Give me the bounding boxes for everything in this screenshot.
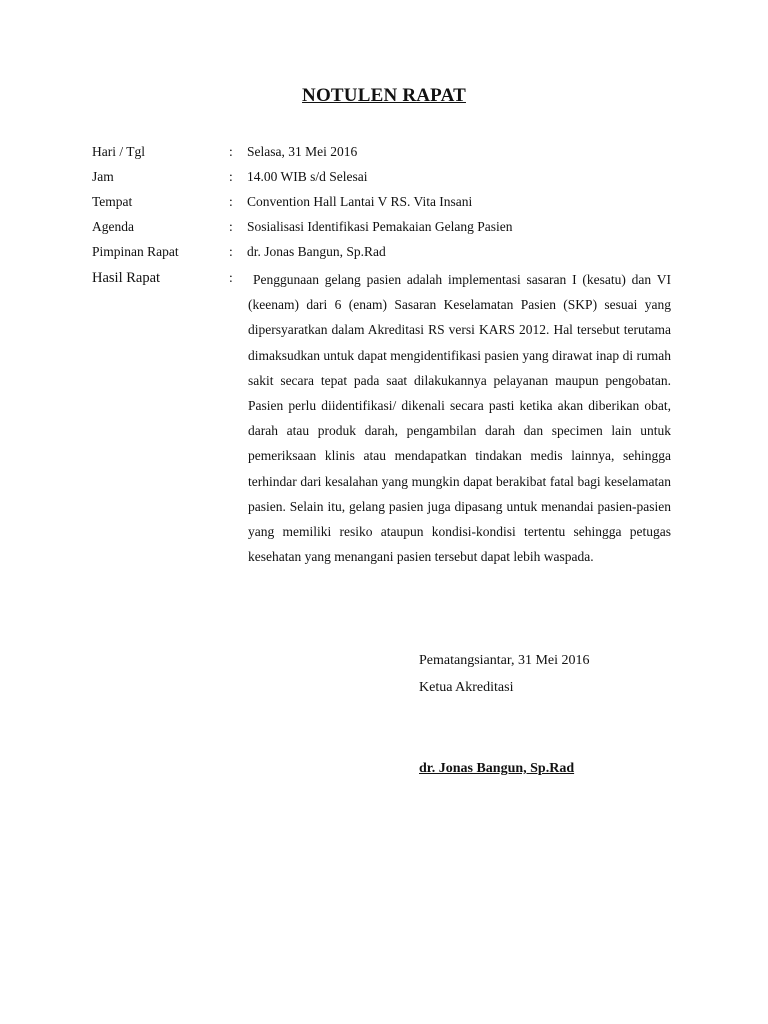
signature-role: Ketua Akreditasi (419, 680, 514, 695)
field-label: Jam (92, 169, 114, 184)
field-value: 14.00 WIB s/d Selesai (247, 169, 368, 184)
signature-place-date: Pematangsiantar, 31 Mei 2016 (419, 653, 590, 668)
field-value: Sosialisasi Identifikasi Pemakaian Gelang Pasien (247, 219, 513, 234)
field-value: Selasa, 31 Mei 2016 (247, 144, 358, 159)
field-colon: : (229, 144, 233, 159)
signature-name: dr. Jonas Bangun, Sp.Rad (419, 761, 575, 776)
hasil-rapat-text: Penggunaan gelang pasien adalah implementasi sasaran I (kesatu) dan VI (keenam) dari 6 (enam) Sasaran Keselamatan Pasien (SKP) sesuai yang dipersyaratkan dalam Akreditasi RS versi KARS 2012. Hal tersebut terutama dimaksudkan untuk dapat mengidentifikasi pasien yang dirawat inap di rumah sakit secara tepat pada saat dilakukannya pelayanan maupun pengobatan. Pasien perlu diidentifikasi/ dikenali secara pasti ketika akan diberikan obat, darah atau produk darah, pengambilan darah dan specimen lain untuk pemeriksaan klinis atau mendapatkan tindakan medis lainnya, sehingga terhindar dari kesalahan yang mungkin dapat berakibat fatal bagi keselamatan pasien. Selain itu, gelang pasien juga dipasang untuk menandai pasien-pasien yang memiliki resiko ataupun kondisi-kondisi tertentu sehingga petugas kesehatan yang menangani pasien tersebut dapat lebih waspada. (248, 272, 671, 565)
field-label: Agenda (92, 219, 134, 234)
field-colon: : (229, 244, 233, 259)
field-label: Hasil Rapat (92, 270, 161, 286)
field-label: Hari / Tgl (92, 144, 145, 159)
field-label: Pimpinan Rapat (92, 244, 179, 259)
document-title: NOTULEN RAPAT (302, 85, 466, 106)
field-colon: : (229, 270, 233, 285)
field-colon: : (229, 169, 233, 184)
field-colon: : (229, 194, 233, 209)
field-label: Tempat (92, 194, 133, 209)
field-colon: : (229, 219, 233, 234)
field-value: dr. Jonas Bangun, Sp.Rad (247, 244, 386, 259)
field-value: Convention Hall Lantai V RS. Vita Insani (247, 194, 473, 209)
